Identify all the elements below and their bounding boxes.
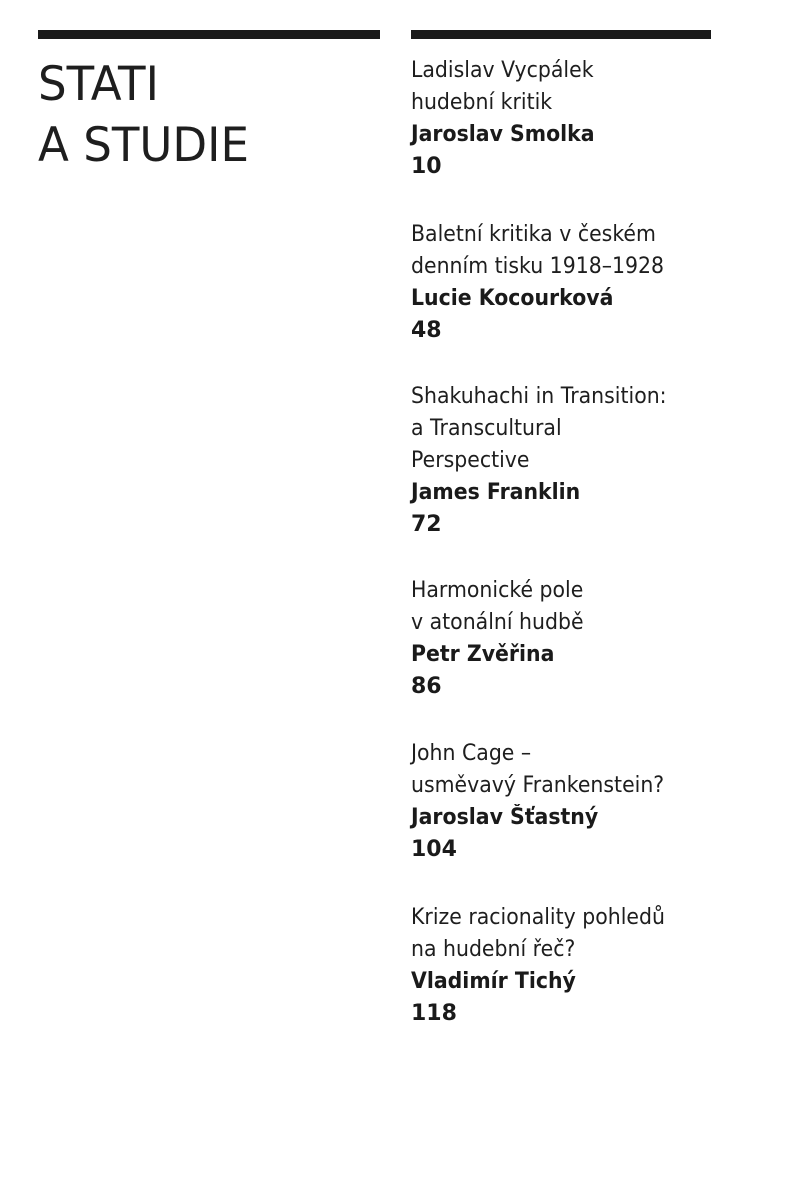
article-title-line: Shakuhachi in Transition: — [411, 384, 667, 409]
toc-entry[interactable] — [411, 738, 771, 866]
toc-entry[interactable] — [411, 219, 771, 347]
article-title-line: denním tisku 1918–1928 — [411, 254, 665, 279]
article-author: Jaroslav Smolka — [411, 122, 595, 147]
article-title-line: v atonální hudbě — [411, 610, 584, 635]
toc-rule-right — [411, 30, 711, 39]
article-page-number: 48 — [411, 318, 442, 343]
toc-entry[interactable] — [411, 902, 771, 1030]
article-title-line: hudební kritik — [411, 90, 553, 115]
article-title-line: usměvavý Frankenstein? — [411, 773, 665, 798]
section-title — [38, 54, 249, 176]
article-author: Lucie Kocourková — [411, 286, 614, 311]
article-title-line: Harmonické pole — [411, 578, 584, 603]
toc-entry[interactable] — [411, 55, 771, 183]
section-rule-left — [38, 30, 380, 39]
article-page-number: 72 — [411, 512, 442, 537]
article-title-line: Baletní kritika v českém — [411, 222, 656, 247]
section-title-line: STATI — [38, 57, 159, 112]
article-author: Petr Zvěřina — [411, 642, 555, 667]
toc-entry[interactable] — [411, 381, 771, 541]
article-title-line: Perspective — [411, 448, 530, 473]
section-title-line: A STUDIE — [38, 118, 250, 173]
toc-entry[interactable] — [411, 575, 771, 703]
article-title-line: Krize racionality pohledů — [411, 905, 665, 930]
article-page-number: 118 — [411, 1001, 457, 1026]
article-title-line: John Cage – — [411, 741, 532, 766]
article-title-line: na hudební řeč? — [411, 937, 576, 962]
article-author: Vladimír Tichý — [411, 969, 576, 994]
article-page-number: 86 — [411, 674, 442, 699]
article-title-line: Ladislav Vycpálek — [411, 58, 594, 83]
article-page-number: 10 — [411, 154, 442, 179]
article-page-number: 104 — [411, 837, 457, 862]
article-title-line: a Transcultural — [411, 416, 562, 441]
article-author: Jaroslav Šťastný — [411, 805, 599, 830]
article-author: James Franklin — [411, 480, 581, 505]
